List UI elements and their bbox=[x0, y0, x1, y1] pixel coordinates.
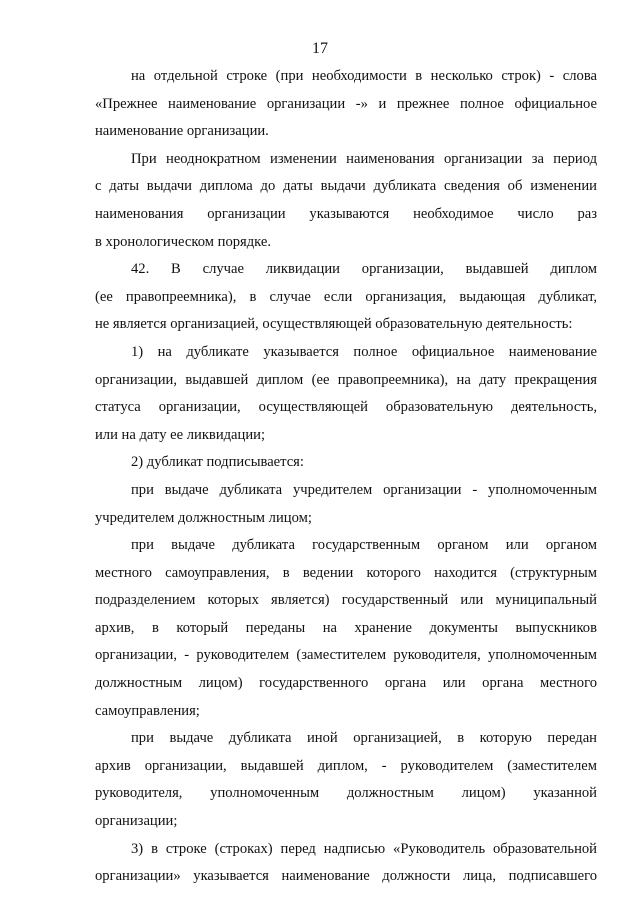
text-line: «Прежнее наименование организации -» и прежнее полное официальное bbox=[95, 95, 597, 112]
page-number: 17 bbox=[312, 40, 328, 57]
text-line: организации, выдавшей диплом (ее правопреемника), на дату прекращения bbox=[95, 371, 597, 388]
text-line: 3) в строке (строках) перед надписью «Руководитель образовательной bbox=[131, 840, 597, 857]
text-line: 1) на дубликате указывается полное официальное наименование bbox=[131, 343, 597, 360]
text-line: при выдаче дубликата государственным органом или органом bbox=[131, 537, 597, 554]
text-line: должностным лицом) государственного органа или органа местного bbox=[95, 675, 597, 692]
text-line: в хронологическом порядке. bbox=[95, 233, 272, 250]
text-line: не является организацией, осуществляющей образовательную деятельность: bbox=[95, 316, 573, 333]
text-line: на отдельной строке (при необходимости в несколько строк) - слова bbox=[131, 68, 597, 84]
text-line: 42. В случае ликвидации организации, выдавшей диплом bbox=[131, 261, 597, 278]
text-line: учредителем должностным лицом; bbox=[95, 509, 312, 526]
text-line: наименования организации указываются необходимое число раз bbox=[95, 205, 597, 222]
text-line: организации» указывается наименование должности лица, подписавшего bbox=[95, 868, 597, 885]
text-line: (ее правопреемника), в случае если организация, выдающая дубликат, bbox=[95, 288, 597, 305]
text-line: при выдаче дубликата учредителем организации - уполномоченным bbox=[131, 481, 597, 498]
text-line: с даты выдачи диплома до даты выдачи дубликата сведения об изменении bbox=[95, 178, 597, 195]
text-line: или на дату ее ликвидации; bbox=[95, 426, 266, 443]
text-line: самоуправления; bbox=[95, 702, 200, 719]
text-line: статуса организации, осуществляющей образовательную деятельность, bbox=[95, 399, 597, 416]
text-line: подразделением которых является) государственный или муниципальный bbox=[95, 592, 597, 609]
text-line: организации; bbox=[95, 813, 178, 830]
text-line: при выдаче дубликата иной организацией, в которую передан bbox=[131, 730, 597, 747]
text-line: 2) дубликат подписывается: bbox=[131, 454, 304, 471]
text-line: местного самоуправления, в ведении которого находится (структурным bbox=[95, 564, 597, 581]
text-line: наименование организации. bbox=[95, 123, 269, 140]
text-line: При неоднократном изменении наименования организации за период bbox=[131, 150, 597, 167]
document-body bbox=[95, 63, 597, 891]
text-line: организации, - руководителем (заместителем руководителя, уполномоченным bbox=[95, 647, 597, 664]
text-line: архив организации, выдавшей диплом, - руководителем (заместителем bbox=[95, 757, 597, 774]
text-line: руководителя, уполномоченным должностным лицом) указанной bbox=[95, 785, 597, 802]
text-line: архив, в который переданы на хранение документы выпускников bbox=[95, 619, 597, 636]
